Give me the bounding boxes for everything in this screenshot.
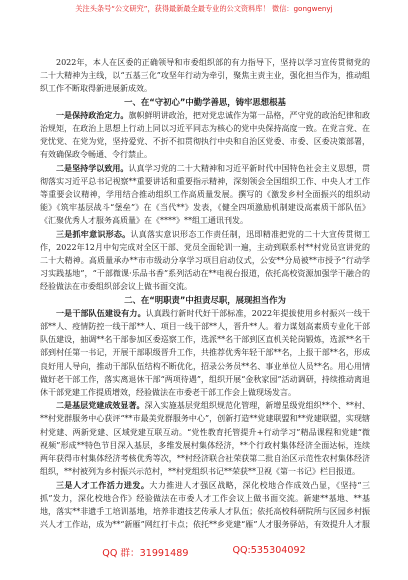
item-lead: 一是干部队伍建设有力。 <box>56 308 146 318</box>
item-lead: 三是抓牢意识形态。 <box>56 229 131 239</box>
item-text: 深入实施基层党组织规范化管理，新增星级党组织**个、**村、**村党群服务中心获评“**市最美党群服务中心”，创新打造**党建联盟和**党建联盟，实现辖村党建、两新党建、区域党建互联互动。“党性教育托管提升+行动学习”精品课程和党建“微视频”形成**特色节目深入基层，多维发展村集体经济，**个行政村集体经济全面达标，连续两年获得市村集体经济考核优秀等次，**村经济联合社荣获第二批自治区示范性农村集体经济组织，**村被列为乡村振兴示范村，**村党组织书记**荣获**卫视《第一书记》栏目报道。 <box>40 401 370 477</box>
section-item <box>40 399 370 478</box>
section-item <box>40 228 370 294</box>
item-text: 认真落实意识形态工作责任制，迅即精准把党的二十大宣传贯彻工作，2022年12月中旬完成对全区干部、党员全面轮训一遍，主动到联系村**村党员宣讲党的二十大精神。高质量承办**市市级动分享学习项目启动仪式，公安**分局被**市授予“行动学习实践基地”，“干部微课·乐品书香”系列活动在**电视台报道，依托高校资源加强学干融合的经验做法在市委组织部会议上做书面交流。 <box>40 229 370 292</box>
item-lead: 一是保持政治定力。 <box>56 110 129 120</box>
section-item <box>40 479 370 533</box>
item-text: 旗帜鲜明讲政治，把对党忠诚作为第一品格，严守党的政治纪律和政治规矩，在政治上思想上行动上同以习近平同志为核心的党中央保持高度一致。在党言党、在党忧党、在党为党，坚持爱党、不折不扣贯彻执行中央和自治区党委、市委、区委决策部署，有效确保政令畅通、令行禁止。 <box>40 110 370 160</box>
promo-banner: 关注头条号“公文研究”，获得最新最全最专业的公文资料库！ 微信：gongwenyj <box>75 4 333 13</box>
section-heading: 二、在“明职责”中担责尽职，展现担当作为 <box>124 294 286 305</box>
section-item <box>40 162 370 228</box>
item-text: 认真学习党的二十大精神和习近平新时代中国特色社会主义思想，贯彻落实习近平总书记视察**重要讲话和重要指示精神，深刻领会全国组织工作、中央人才工作等重要会议精神，学用结合推动组织工作高质量发展。撰写的《激发乡村全面振兴的组织动能》《筑牢基层战斗“堡垒”》在《当代**》发表，《健全四项激励机制建设高素质干部队伍》《汇聚优秀人才服务高质量》在《****》**组工通讯刊发。 <box>40 163 370 226</box>
section-item <box>40 307 370 399</box>
qq-text: QQ:535304092 <box>232 545 306 556</box>
intro-paragraph: 2022年，本人在区委的正确领导和市委组织部的有力指导下，坚持以学习宣传贯彻党的二十大精神为主线，以“五基三化”攻坚年行动为牵引，聚焦主责主业，强化担当作为，推动组织工作不断取得新进展新成效。 <box>40 58 370 94</box>
section-item <box>40 109 370 162</box>
qq-group-text: QQ 群：31991489 <box>102 548 189 559</box>
document-body <box>40 56 370 532</box>
item-lead: 二是坚持学以致用。 <box>56 163 129 173</box>
item-text: 大力推进人才强区战略，深化校地合作成效凸显，《坚持“三抓”发力，深化校地合作》经验做法在市委人才工作会议上做书面交流。新建**基地、**基地，落实**非遗手工培训基地，培养非遗技艺传承人才队伍；依托高校科研院所与区园乡村振兴人才工作站，成为**“新雁”网红打卡点；依托**乡党建“雁”人才服务驿站，有效提升人才服 <box>40 480 370 530</box>
contact-footer <box>0 545 408 559</box>
section-heading: 一、在“守初心”中勤学善思，铸牢思想根基 <box>124 96 286 107</box>
item-text: 认真践行新时代好干部标准，2022年提拔使用乡村振兴一线干部**人、疫情防控一线干部**人、项目一线干部**人，晋升**人。着力谋划高素质专业化干部队伍建设，抽调**名干部参加区委巡察工作，选派**名干部到区直机关轮岗锻炼，选派**名干部到村任第一书记，开展干部职级晋升工作，共推荐优秀年轻干部**名，上报干部**名，形成良好用人导向，推动干部队伍结构不断优化，招录公务员**名、事业单位人员**名。用心用情做好老干部工作，落实离退休干部“两项待遇”，组织开展“金秋家园”活动调研，持续推动离退休干部党建工作提质增效，经验做法在市委老干部工作会上做现场发言。 <box>40 308 370 398</box>
item-lead: 三是人才工作活力进发。 <box>56 480 150 490</box>
item-lead: 二是基层党建成效显著。 <box>56 401 145 411</box>
